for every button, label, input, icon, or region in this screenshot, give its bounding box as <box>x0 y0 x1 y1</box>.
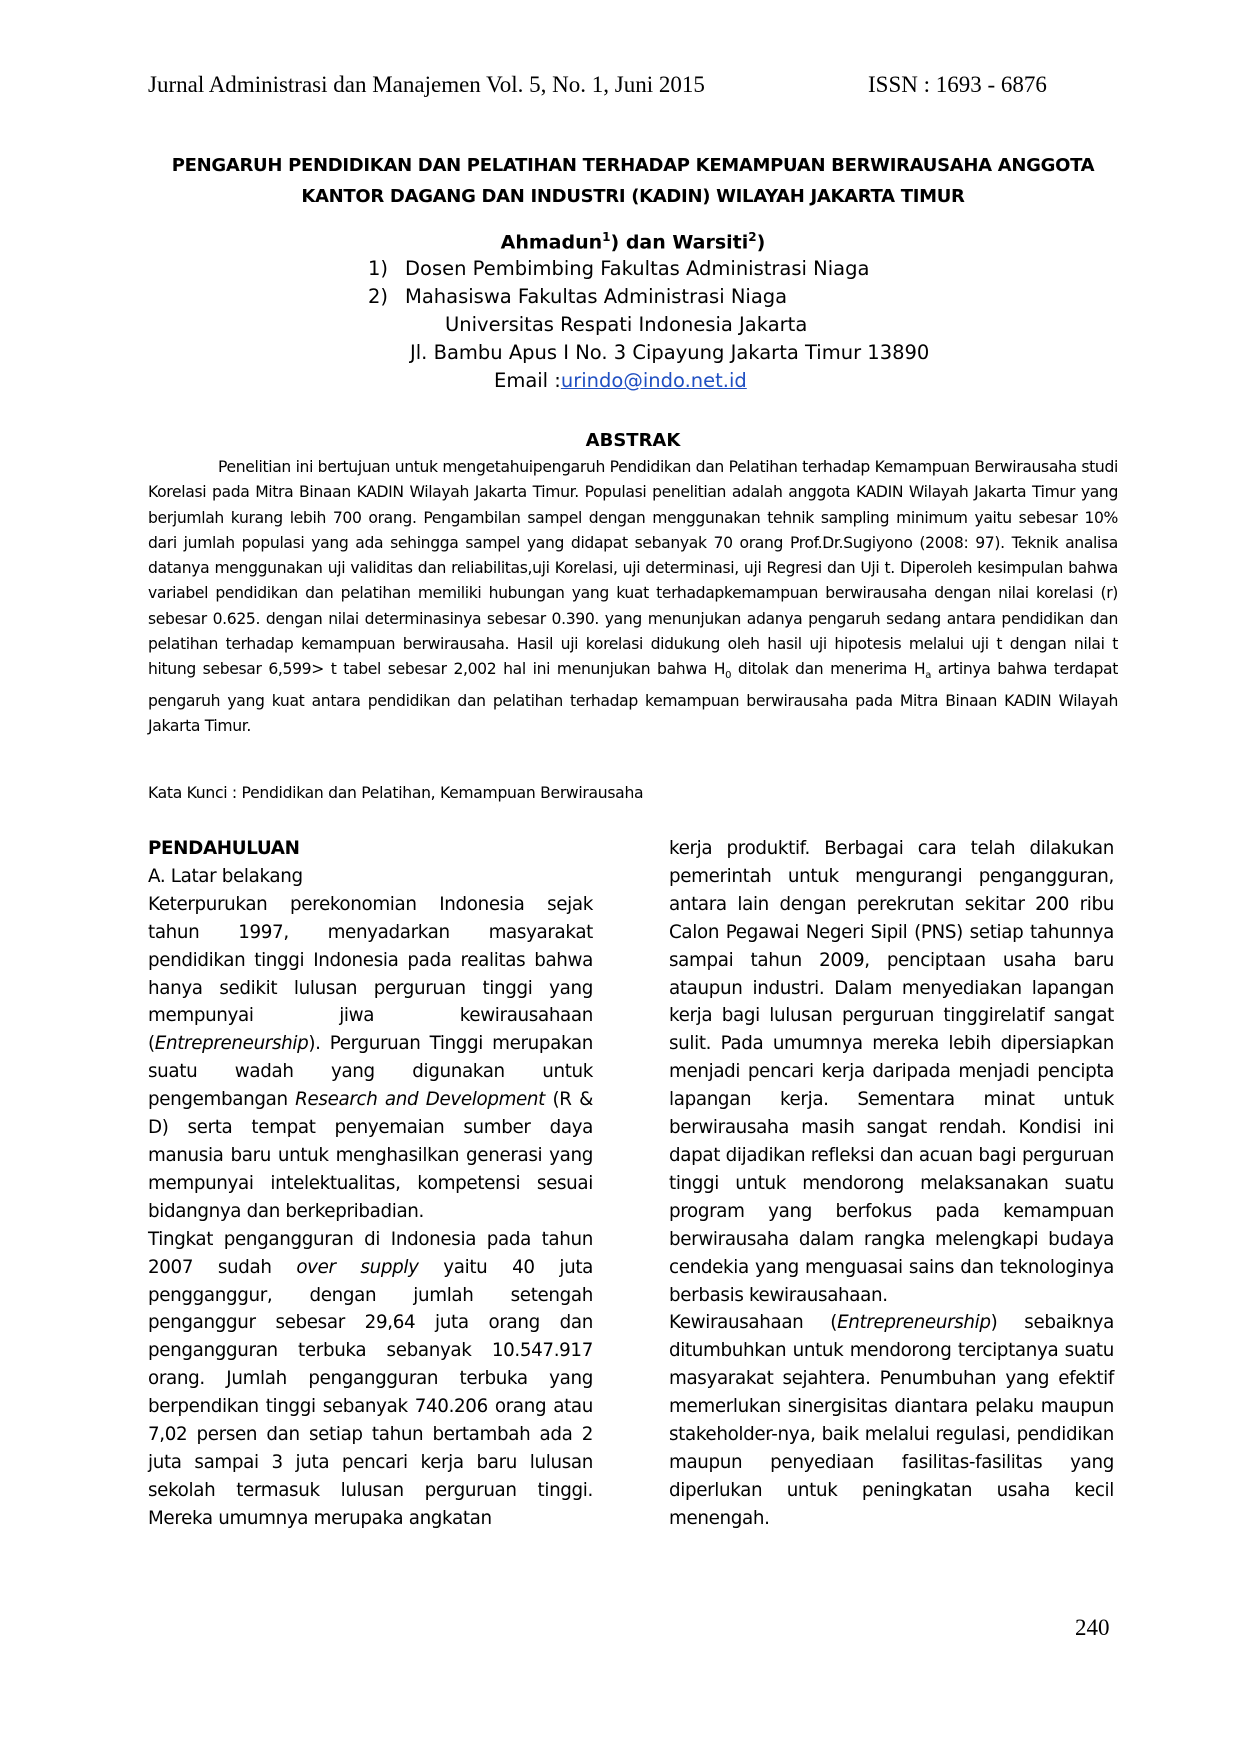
paragraph-2-emphasis: over supply <box>296 1256 419 1278</box>
section-title: PENDAHULUAN <box>148 838 300 859</box>
right-column <box>669 835 1114 1533</box>
paragraph-1-text-b: ). Perguruan Tinggi merupakan suatu wadah yang digunakan untuk pengembangan <box>148 1033 593 1111</box>
author-closing: ) <box>756 231 766 254</box>
abstract-part-3: artinya bahwa terdapat pengaruh yang kuat antara pendidikan dan pelatihan terhadap kemampuan berwirausaha pada Mitra Binaan KADIN Wilayah Jakarta Timur. <box>148 660 1118 736</box>
affiliation-2-number: 2) <box>368 285 389 308</box>
email-line <box>494 369 747 392</box>
university-address: Jl. Bambu Apus I No. 3 Cipayung Jakarta Timur 13890 <box>410 341 930 364</box>
paragraph-4-text-b: ) sebaiknya ditumbuhkan untuk mendorong terciptanya suatu masyarakat sejahtera. Penumbuhan yang efektif memerlukan sinergisitas diantara pelaku maupun stakeholder-nya, baik melalui regulasi, pendidikan maupun penyediaan fasilitas-fasilitas yang diperlukan untuk peningkatan usaha kecil menengah. <box>669 1312 1114 1529</box>
abstract-heading: ABSTRAK <box>585 430 681 451</box>
paper-title <box>148 150 1118 212</box>
abstract-text <box>148 455 1118 739</box>
affiliation-1-number: 1) <box>368 257 389 280</box>
affiliation-1-text: Dosen Pembimbing Fakultas Administrasi Niaga <box>405 257 870 280</box>
journal-name: Jurnal Administrasi dan Manajemen Vol. 5, No. 1, Juni 2015 <box>148 72 705 97</box>
abstract-part-2: ditolak dan menerima H <box>731 660 926 679</box>
author-1: Ahmadun <box>500 231 603 254</box>
affiliation-2-text: Mahasiswa Fakultas Administrasi Niaga <box>405 285 788 308</box>
author-1-marker: 1 <box>602 230 611 244</box>
paper-title-line-2: KANTOR DAGANG DAN INDUSTRI (KADIN) WILAYAH JAKARTA TIMUR <box>301 186 965 207</box>
paragraph-2-text-b: yaitu 40 juta pengganggur, dengan jumlah setengah penganggur sebesar 29,64 juta orang dan pengangguran terbuka sebanyak 10.547.917 orang. Jumlah pengangguran terbuka yang berpendikan tinggi sebanyak 740.206 orang atau 7,02 persen dan setiap tahun bertambah ada 2 juta sampai 3 juta pencari kerja baru lulusan sekolah termasuk lulusan perguruan tinggi. Mereka umumnya merupaka angkatan <box>148 1256 594 1529</box>
paragraph-1 <box>148 891 593 1226</box>
paragraph-4-emphasis: Entrepreneurship <box>837 1312 991 1334</box>
paragraph-3: kerja produktif. Berbagai cara telah dilakukan pemerintah untuk mengurangi pengangguran, antara lain dengan perekrutan sekitar 200 ribu Calon Pegawai Negeri Sipil (PNS) setiap tahunnya sampai tahun 2009, penciptaan usaha baru ataupun industri. Dalam menyediakan lapangan kerja bagi lulusan perguruan tinggirelatif sangat sulit. Pada umumnya mereka lebih dipersiapkan menjadi pencari kerja daripada menjadi pencipta lapangan kerja. Sementara minat untuk berwirausaha masih sangat rendah. Kondisi ini dapat dijadikan refleksi dan acuan bagi perguruan tinggi untuk mendorong melaksanakan suatu program yang berfokus pada kemampuan berwirausaha dalam rangka melengkapi budaya cendekia yang menguasai sains dan teknologinya berbasis kewirausahaan. <box>669 838 1114 1306</box>
paragraph-4 <box>669 1309 1114 1532</box>
affiliation-2 <box>368 285 787 308</box>
paragraph-1-text-c: (R & D) serta tempat penyemaian sumber daya manusia baru untuk menghasilkan generasi yang mempunyai intelektualitas, kompetensi sesuai bidangnya dan berkepribadian. <box>148 1089 593 1222</box>
running-header <box>148 72 1048 106</box>
paragraph-1-emphasis-1: Entrepreneurship <box>154 1033 309 1055</box>
page-number: 240 <box>1075 1615 1110 1640</box>
paragraph-2 <box>148 1226 593 1533</box>
affiliation-1 <box>368 257 869 280</box>
email-link[interactable]: urindo@indo.net.id <box>560 369 747 392</box>
email-label: Email : <box>494 369 561 392</box>
abstract-part-1: Penelitian ini bertujuan untuk mengetahuipengaruh Pendidikan dan Pelatihan terhadap Kemampuan Berwirausaha studi Korelasi pada Mitra Binaan KADIN Wilayah Jakarta Timur. Populasi penelitian adalah anggota KADIN Wilayah Jakarta Timur yang berjumlah kurang lebih 700 orang. Pengambilan sampel dengan menggunakan tehnik sampling minimum yaitu sebesar 10% dari jumlah populasi yang ada sehingga sampel yang didapat sebanyak 70 orang Prof.Dr.Sugiyono (2008: 97). Teknik analisa datanya menggunakan uji validitas dan reliabilitas,uji Korelasi, uji determinasi, uji Regresi dan Uji t. Diperoleh kesimpulan bahwa variabel pendidikan dan pelatihan memiliki hubungan yang kuat terhadapkemampuan berwirausaha dengan nilai korelasi (r) sebesar 0.625. dengan nilai determinasinya sebesar 0.390. yang menunjukan adanya pengaruh sedang antara pendidikan dan pelatihan terhadap kemampuan berwirausaha. Hasil uji korelasi didukung oleh hasil uji hipotesis melalui uji t dengan nilai t hitung sebesar 6,599> t tabel sebesar 2,002 hal ini menunjukan bahwa H <box>148 458 1118 679</box>
issn-number: ISSN : 1693 - 6876 <box>868 72 1047 97</box>
left-column <box>148 835 593 1533</box>
ha-subscript: a <box>925 670 932 682</box>
paper-title-line-1: PENGARUH PENDIDIKAN DAN PELATIHAN TERHADAP KEMAMPUAN BERWIRAUSAHA ANGGOTA <box>171 155 1095 176</box>
paragraph-1-text-a: Keterpurukan perekonomian Indonesia sejak tahun 1997, menyadarkan masyarakat pendidikan tinggi Indonesia pada realitas bahwa hanya sedikit lulusan perguruan tinggi yang mempunyai jiwa kewirausahaan ( <box>148 893 593 1055</box>
author-connector: ) dan Warsiti <box>610 231 749 254</box>
paragraph-2-text-a: Tingkat pengangguran di Indonesia pada tahun 2007 sudah <box>148 1228 593 1278</box>
paragraph-1-emphasis-2: Research and Development <box>295 1089 545 1111</box>
subsection-title: A. Latar belakang <box>148 865 303 887</box>
keywords: Kata Kunci : Pendidikan dan Pelatihan, Kemampuan Berwirausaha <box>148 784 644 802</box>
paragraph-4-text-a: Kewirausahaan ( <box>669 1312 838 1334</box>
university-name: Universitas Respati Indonesia Jakarta <box>445 313 808 336</box>
h0-subscript: 0 <box>725 670 732 682</box>
author-2-marker: 2 <box>748 230 757 244</box>
author-line <box>148 230 1118 253</box>
